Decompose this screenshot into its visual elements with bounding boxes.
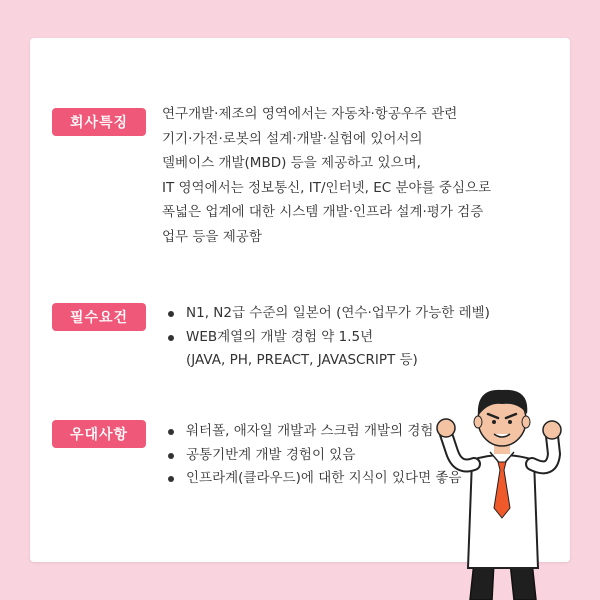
- company-line: 기기·가전·로봇의 설계·개발·실험에 있어서의: [162, 130, 423, 147]
- required-item: WEB계열의 개발 경험 약 1.5년: [164, 326, 490, 350]
- required-tag: 필수요건: [52, 303, 146, 331]
- company-line: 델베이스 개발(MBD) 등을 제공하고 있으며,: [162, 155, 421, 171]
- preferred-list: [164, 420, 461, 491]
- required-item-continuation: (JAVA, PH, PREACT, JAVASCRIPT 등): [186, 352, 418, 368]
- required-list: [164, 302, 490, 373]
- preferred-item: 인프라계(클라우드)에 대한 지식이 있다면 좋음: [164, 467, 461, 491]
- company-line: IT 영역에서는 정보통신, IT/인터넷, EC 분야를 중심으로: [162, 179, 492, 196]
- company-line: 폭넓은 업계에 대한 시스템 개발·인프라 설계·평가 검증: [162, 204, 484, 220]
- company-line: 연구개발·제조의 영역에서는 자동차·항공우주 관련: [162, 106, 458, 122]
- company-features-tag: 회사특징: [52, 108, 146, 136]
- preferred-item: 공통기반계 개발 경험이 있음: [164, 444, 461, 468]
- businessman-fist-pump-icon: [432, 378, 592, 600]
- preferred-tag: 우대사항: [52, 420, 146, 448]
- company-features-text: [162, 102, 491, 249]
- required-item: N1, N2급 수준의 일본어 (연수·업무가 가능한 레벨): [164, 302, 490, 326]
- preferred-item: 워터폴, 애자일 개발과 스크럼 개발의 경험: [164, 420, 461, 444]
- company-line: 업무 등을 제공함: [162, 228, 262, 245]
